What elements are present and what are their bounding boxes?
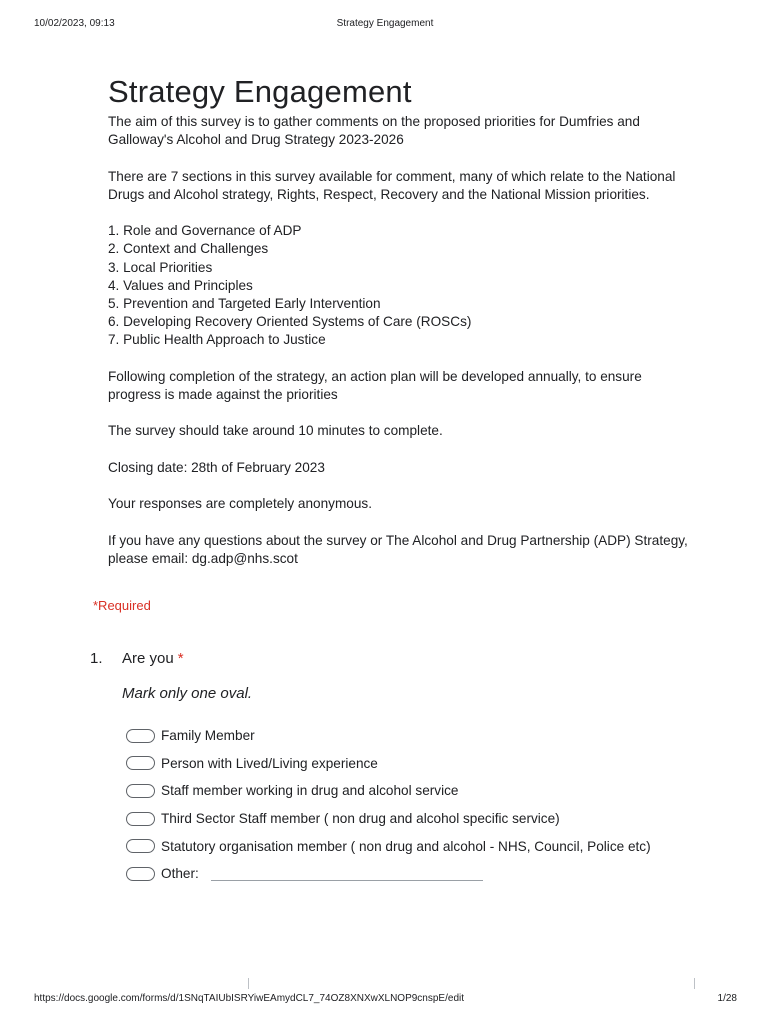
- description-action-plan: Following completion of the strategy, an action plan will be developed annually, to ensure progress is made against the priorities: [108, 368, 642, 402]
- description-duration: The survey should take around 10 minutes to complete.: [108, 423, 443, 439]
- question-text: Are you: [122, 650, 174, 667]
- option-third-sector-staff[interactable]: [126, 805, 726, 833]
- section-item: 3. Local Priorities: [108, 259, 213, 275]
- description-closing-date: Closing date: 28th of February 2023: [108, 459, 325, 475]
- option-label: Statutory organisation member ( non drug and alcohol - NHS, Council, Police etc): [161, 838, 651, 854]
- required-note: *Required: [93, 598, 151, 613]
- print-document-title: Strategy Engagement: [336, 18, 434, 29]
- question-title: [122, 650, 184, 667]
- radio-oval[interactable]: [126, 729, 155, 743]
- question-number: 1.: [90, 650, 103, 667]
- section-item: 4. Values and Principles: [108, 277, 253, 293]
- question-hint: Mark only one oval.: [122, 685, 253, 702]
- option-label: Person with Lived/Living experience: [161, 755, 378, 771]
- section-item: 2. Context and Challenges: [108, 241, 269, 257]
- sections-list: [108, 222, 688, 349]
- option-label: Family Member: [161, 728, 255, 744]
- page-break-mark: [694, 978, 695, 989]
- radio-oval[interactable]: [126, 839, 155, 853]
- option-lived-experience[interactable]: [126, 750, 726, 778]
- description-anonymity: Your responses are completely anonymous.: [108, 496, 372, 512]
- option-statutory-organisation[interactable]: [126, 832, 726, 860]
- other-text-field[interactable]: [211, 880, 483, 881]
- description-intro: The aim of this survey is to gather comments on the proposed priorities for Dumfries and Galloway's Alcohol and Drug Strategy 2023-2026: [108, 114, 640, 148]
- description-contact: If you have any questions about the survey or The Alcohol and Drug Partnership (ADP) Strategy, please email: dg.adp@nhs.scot: [108, 532, 688, 566]
- option-other[interactable]: [126, 860, 726, 888]
- required-asterisk: *: [177, 650, 184, 667]
- radio-oval[interactable]: [126, 812, 155, 826]
- radio-oval[interactable]: [126, 784, 155, 798]
- section-item: 7. Public Health Approach to Justice: [108, 332, 326, 348]
- option-staff-member[interactable]: [126, 777, 726, 805]
- option-label: Staff member working in drug and alcohol service: [161, 783, 459, 799]
- radio-oval[interactable]: [126, 756, 155, 770]
- page-number: 1/28: [717, 993, 737, 1004]
- section-item: 6. Developing Recovery Oriented Systems of Care (ROSCs): [108, 314, 472, 330]
- form-description: [108, 113, 688, 586]
- section-item: 5. Prevention and Targeted Early Intervention: [108, 296, 381, 311]
- description-sections-intro: There are 7 sections in this survey available for comment, many of which relate to the National Drugs and Alcohol strategy, Rights, Respect, Recovery and the National Mission priorities.: [108, 168, 676, 202]
- form-title: Strategy Engagement: [108, 74, 412, 109]
- page-url: https://docs.google.com/forms/d/1SNqTAIUbISRYiwEAmydCL7_74OZ8XNXwXLNOP9cnspE/edit: [34, 993, 465, 1004]
- radio-oval[interactable]: [126, 867, 155, 881]
- print-date: 10/02/2023, 09:13: [34, 18, 115, 29]
- section-item: 1. Role and Governance of ADP: [108, 223, 302, 239]
- radio-options: [126, 722, 726, 888]
- option-label: Third Sector Staff member ( non drug and alcohol specific service): [161, 811, 560, 827]
- option-label: Other:: [161, 866, 199, 882]
- page-break-mark: [248, 978, 249, 989]
- option-family-member[interactable]: [126, 722, 726, 750]
